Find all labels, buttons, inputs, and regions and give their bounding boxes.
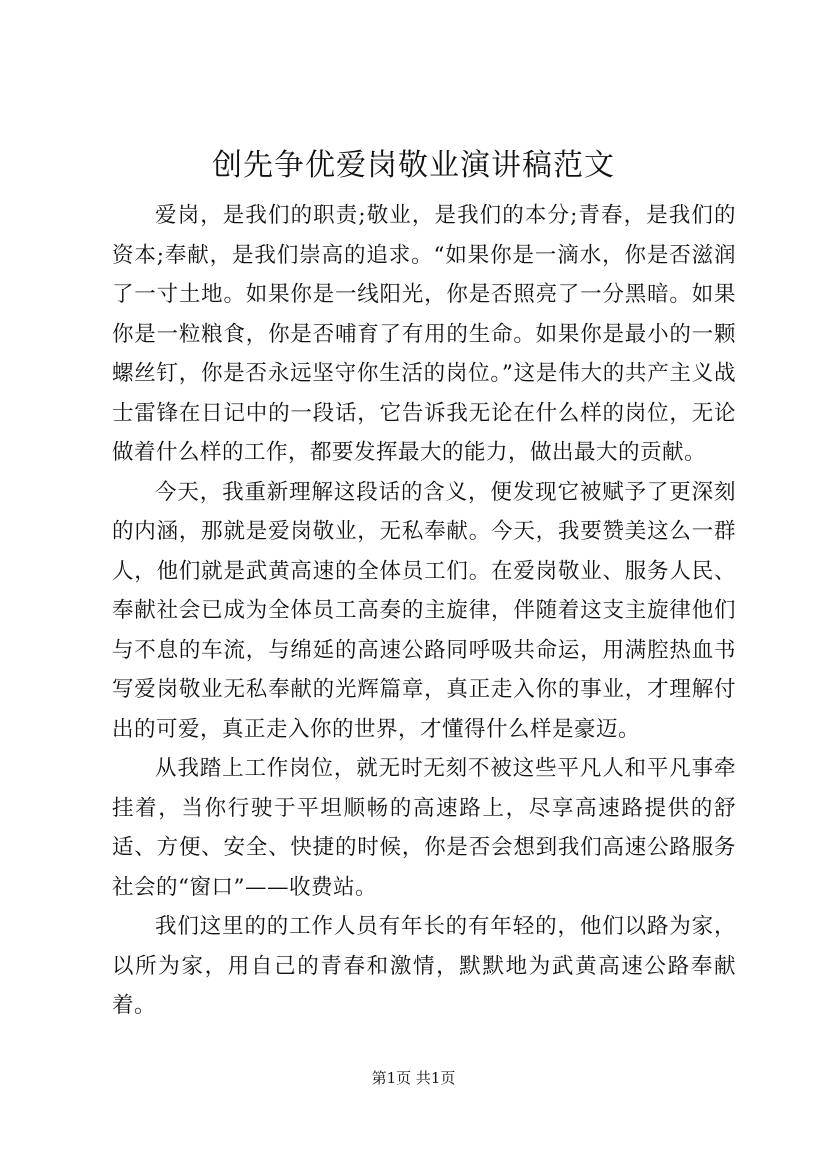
document-body (112, 196, 736, 1026)
paragraph-3: 从我踏上工作岗位，就无时无刻不被这些平凡人和平凡事牵挂着，当你行驶于平坦顺畅的高速路上，尽享高速路提供的舒适、方便、安全、快捷的时候，你是否会想到我们高速公路服务社会的“窗口”——收费站。 (112, 756, 736, 900)
paragraph-1: 爱岗，是我们的职责;敬业，是我们的本分;青春，是我们的资本;奉献，是我们崇高的追求。“如果你是一滴水，你是否滋润了一寸土地。如果你是一线阳光，你是否照亮了一分黑暗。如果你是一粒粮食，你是否哺育了有用的生命。如果你是最小的一颗螺丝钉，你是否永远坚守你生活的岗位。”这是伟大的共产主义战士雷锋在日记中的一段话，它告诉我无论在什么样的岗位，无论做着什么样的工作，都要发挥最大的能力，做出最大的贡献。 (112, 203, 736, 465)
page-number-footer: 第1页 共1页 (371, 1069, 456, 1087)
paragraph-2: 今天，我重新理解这段话的含义，便发现它被赋予了更深刻的内涵，那就是爱岗敬业，无私奉献。今天，我要赞美这么一群人，他们就是武黄高速的全体员工们。在爱岗敬业、服务人民、奉献社会已成为全体员工高奏的主旋律，伴随着这支主旋律他们与不息的车流，与绵延的高速公路同呼吸共命运，用满腔热血书写爱岗敬业无私奉献的光辉篇章，真正走入你的事业，才理解付出的可爱，真正走入你的世界，才懂得什么样是豪迈。 (112, 479, 736, 742)
paragraph-4: 我们这里的的工作人员有年长的有年轻的，他们以路为家，以所为家，用自己的青春和激情，默默地为武黄高速公路奉献着。 (112, 914, 736, 1018)
document-title: 创先争优爱岗敬业演讲稿范文 (212, 148, 615, 183)
